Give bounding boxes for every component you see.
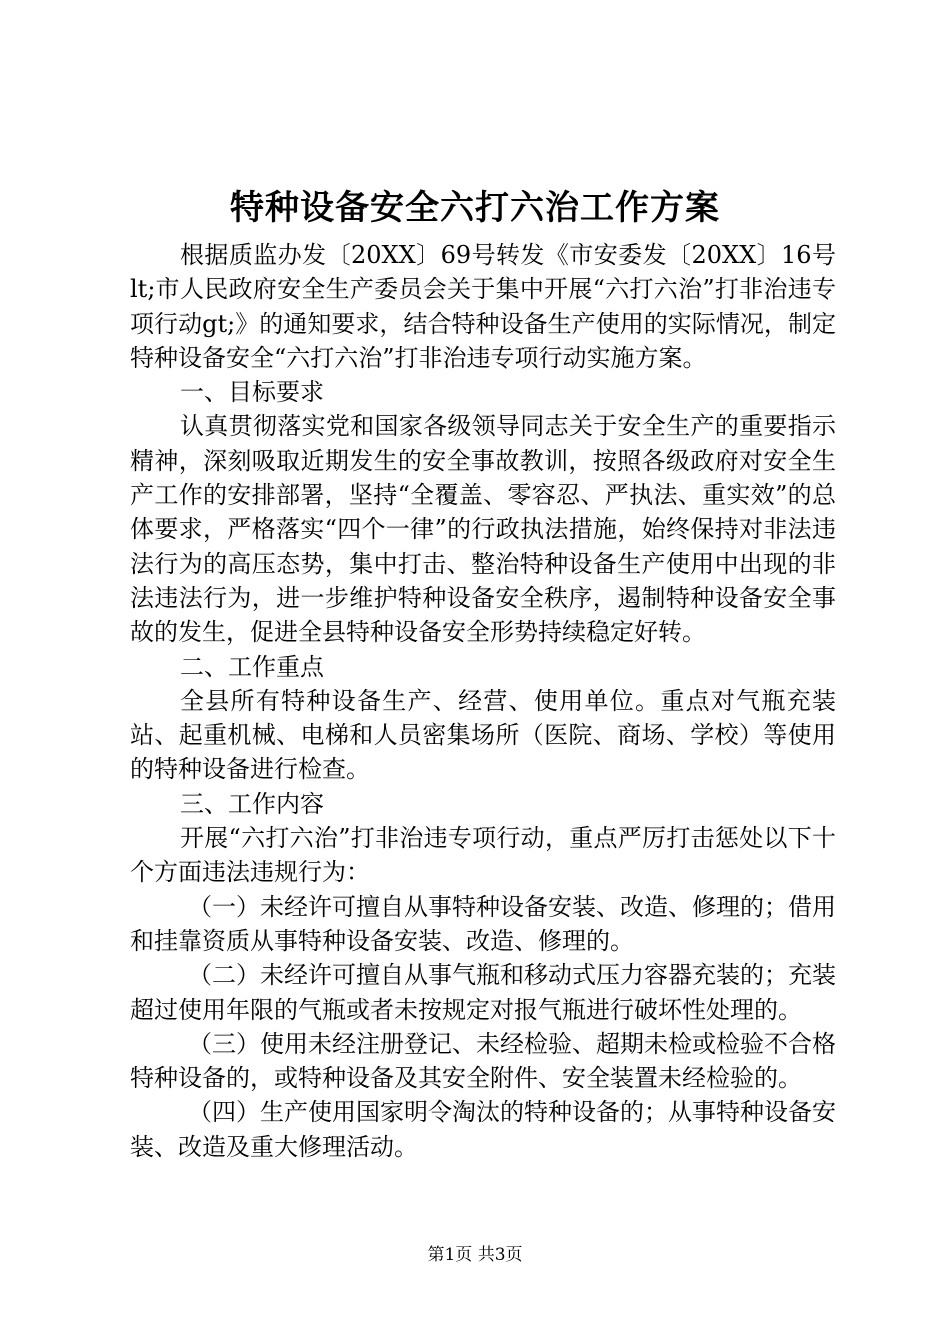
content-item-2: （二）未经许可擅自从事气瓶和移动式压力容器充装的；充装超过使用年限的气瓶或者未按规定对报气瓶进行破坏性处理的。 xyxy=(130,961,836,1024)
document-title: 特种设备安全六打六治工作方案 xyxy=(230,188,720,228)
page-footer: 第1页 共3页 xyxy=(427,1245,523,1265)
goals-paragraph: 认真贯彻落实党和国家各级领导同志关于安全生产的重要指示精神，深刻吸取近期发生的安全事故教训，按照各级政府对安全生产工作的安排部署，坚持“全覆盖、零容忍、严执法、重实效”的总体要求，严格落实“四个一律”的行政执法措施，始终保持对非法违法行为的高压态势，集中打击、整治特种设备生产使用中出现的非法违法行为，进一步维护特种设备安全秩序，遏制特种设备安全事故的发生，促进全县特种设备安全形势持续稳定好转。 xyxy=(130,412,836,647)
focus-paragraph: 全县所有特种设备生产、经营、使用单位。重点对气瓶充装站、起重机械、电梯和人员密集场所（医院、商场、学校）等使用的特种设备进行检查。 xyxy=(130,686,836,784)
content-item-4: （四）生产使用国家明令淘汰的特种设备的；从事特种设备安装、改造及重大修理活动。 xyxy=(130,1098,836,1161)
intro-paragraph: 根据质监办发〔20XX〕69号转发《市安委发〔20XX〕16号lt;市人民政府安全生产委员会关于集中开展“六打六治”打非治违专项行动gt;》的通知要求，结合特种设备生产使用的实际情况，制定特种设备安全“六打六治”打非治违专项行动实施方案。 xyxy=(130,241,836,372)
content-item-3: （三）使用未经注册登记、未经检验、超期未检或检验不合格特种设备的，或特种设备及其安全附件、安全装置未经检验的。 xyxy=(130,1029,836,1093)
document-body xyxy=(130,238,836,1164)
section-heading-goals: 一、目标要求 xyxy=(180,378,324,407)
section-heading-focus: 二、工作重点 xyxy=(180,652,324,681)
content-paragraph: 开展“六打六治”打非治违专项行动，重点严厉打击惩处以下十个方面违法违规行为： xyxy=(130,824,836,887)
section-heading-content: 三、工作内容 xyxy=(180,789,324,818)
content-item-1: （一）未经许可擅自从事特种设备安装、改造、修理的；借用和挂靠资质从事特种设备安装、改造、修理的。 xyxy=(130,892,836,955)
